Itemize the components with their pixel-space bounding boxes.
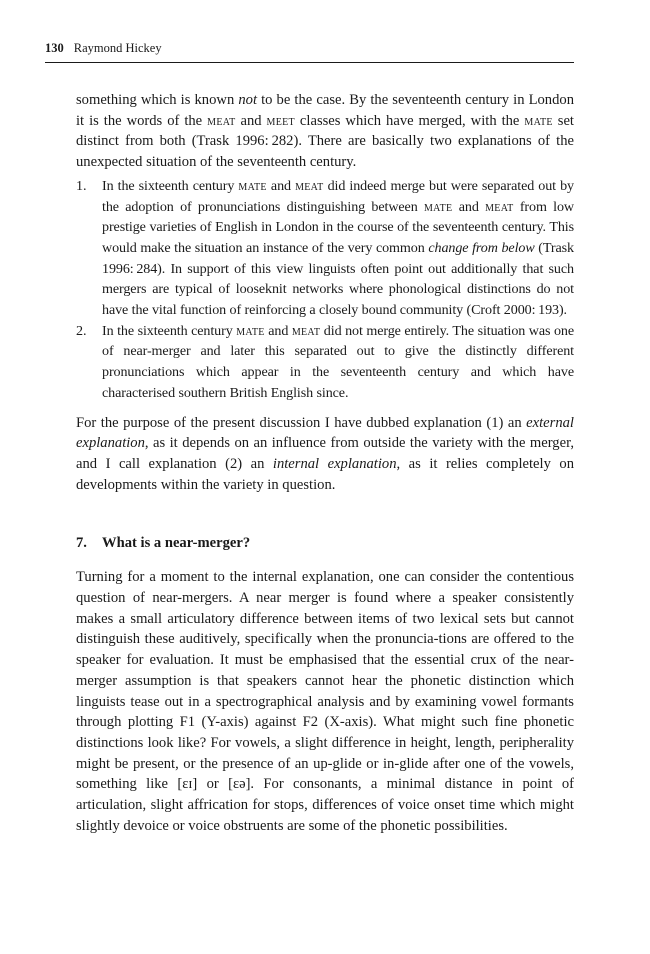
text-run: something which is known <box>76 92 239 108</box>
emphasis: change from below <box>428 239 535 256</box>
lexical-set-term: meat <box>485 198 514 215</box>
paragraph-explanations <box>76 413 574 496</box>
text-run: and <box>264 322 292 339</box>
text-run: (Trask 1996: 284). In support of this view linguists often point out additionally that such mergers are typical of looseknit networks where phonological distinctions do not have the vital function of reinforcing a closely bound community (Croft 2000: 193). <box>102 239 574 319</box>
paragraph-intro <box>76 90 574 173</box>
page-number: 130 <box>45 41 64 55</box>
section-number: 7. <box>76 535 87 552</box>
section-title: What is a near-merger? <box>102 535 251 552</box>
lexical-set-term: meet <box>266 112 295 129</box>
text-run: and <box>266 177 296 194</box>
text-run: In the sixteenth century <box>102 322 237 339</box>
lexical-set-term: meat <box>295 177 324 194</box>
text-run: , as it relies completely on developments within the variety in question. <box>76 455 574 493</box>
lexical-set-term: mate <box>423 198 453 215</box>
explanations-list <box>76 176 574 404</box>
running-head-author: Raymond Hickey <box>73 41 162 55</box>
lexical-set-term: meat <box>207 112 236 129</box>
text-run: set distinct from both (Trask 1996: 282). There are basically two explanations of the unexpected situation of the seventeenth century. <box>76 112 574 171</box>
lexical-set-term: mate <box>238 177 267 194</box>
page-body <box>76 90 574 837</box>
text-run: from low prestige varieties of English in London in the course of the seventeenth century. This would make the situation an instance of the very common <box>102 198 574 256</box>
text-run: did indeed merge but were separated out by the adoption of pronunciations distinguishing between <box>102 177 574 215</box>
list-item <box>76 176 574 321</box>
emphasis: internal explanation <box>272 455 397 472</box>
paragraph-near-merger: Turning for a moment to the internal explanation, one can consider the contentious question of near-mergers. A near merger is found where a speaker consistently makes a small articulatory difference between items of two lexical sets but cannot distinguish these auditively, specifically when the pronuncia-tions are offered to the speaker for evaluation. It must be emphasised that the essential crux of the near-merger assumption is that speakers cannot hear the phonetic distinction which linguists tease out in a spectrographical analysis and by examining vowel formants through plotting F1 (Y-axis) against F2 (X-axis). What might such fine phonetic distinctions look like? For vowels, a slight difference in height, length, peripherality might be present, or the presence of an up-glide or in-glide after one of the vowels, something like [ɛɪ] or [ɛə]. For consonants, a minimal distance in point of articulation, slight affrication for stops, differences of voice onset time which might slightly devoice or voice obstruents are some of the phonetic possibilities. <box>76 569 574 834</box>
emphasis: not <box>238 92 257 108</box>
running-head <box>45 40 574 63</box>
text-run: classes which have merged, with the <box>294 112 525 129</box>
text-run: , as it depends on an influence from outside the variety with the merger, and I call explanation (2) an <box>76 435 574 472</box>
text-run: For the purpose of the present discussion I have dubbed explanation (1) an <box>76 414 527 431</box>
text-run: In the sixteenth century <box>102 177 239 194</box>
text-run: and <box>452 198 486 215</box>
list-number: 2. <box>76 322 87 339</box>
list-item <box>76 321 574 404</box>
section-heading <box>76 533 574 553</box>
text-run: did not merge entirely. The situation was one of near-merger and later this separated out to give the distinctly different pronunciations which appear in the seventeenth century and which have characterised southern British English since. <box>102 322 574 401</box>
lexical-set-term: meat <box>291 322 321 339</box>
emphasis: external explanation <box>76 414 574 452</box>
text-run: and <box>235 112 267 129</box>
lexical-set-term: mate <box>236 322 265 339</box>
text-run: to be the case. By the seventeenth century in London it is the words of the <box>76 92 574 129</box>
list-number: 1. <box>76 177 87 194</box>
lexical-set-term: mate <box>524 112 553 129</box>
